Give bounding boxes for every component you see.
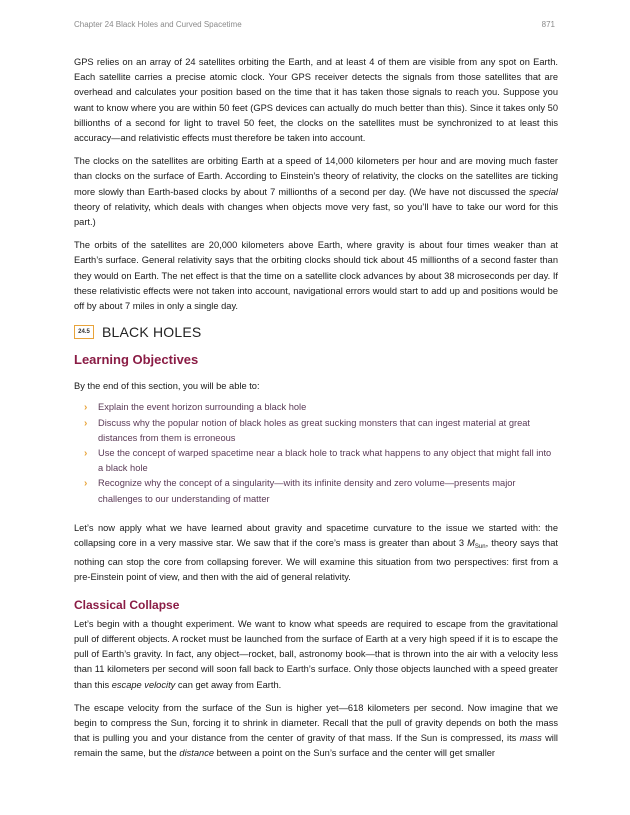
collapse-text-a: Let’s begin with a thought experiment. We want to know what speeds are required to escape from the gravitational pull of different objects. A rocket must be launched from the surface of Earth at a very high speed if it is to escape the pull of Earth’s gravity. In fact, any object—rocket, ball, astronomy book—that is thrown into the air with a velocity less than 11 kilometers per second will soon fall back to Earth’s surface. Only those objects launched with a speed greater than this	[74, 618, 558, 690]
clocks-paragraph	[74, 154, 558, 230]
objective-text: Use the concept of warped spacetime near a black hole to track what happens to any object that might fall into a black hole	[98, 448, 552, 474]
apply-text-b: , theory says that nothing can stop the core from collapsing forever. We will examine this situation from two perspectives: first from a pre-Einstein point of view, and then with the aid of general relativity.	[74, 538, 558, 583]
distance-emphasis: distance	[179, 748, 215, 759]
learning-objectives-intro: By the end of this section, you will be able to:	[74, 381, 260, 392]
clocks-text-a: The clocks on the satellites are orbiting Earth at a speed of 14,000 kilometers per hour and are moving much faster than clocks on the surface of Earth. According to Einstein’s theory of relativity, the clocks on the satellites are ticking more slowly than Earth-based clocks by about 7 millionths of a second per day. (We have not discussed the	[74, 156, 558, 197]
gps-paragraph: GPS relies on an array of 24 satellites orbiting the Earth, and at least 4 of them are visible from any spot on Earth. Each satellite carries a precise atomic clock. Your GPS receiver detects the signals from those satellites that are overhead and calculates your position based on the time that it has taken those signals to reach you. Suppose you want to know where you are within 50 feet (GPS devices can actually do much better than this). Since it takes only 50 billionths of a second for light to travel 50 feet, the clocks on the satellites must be synchronized to at least this accuracy—and relativistic effects must therefore be taken into account.	[74, 57, 558, 144]
objective-item	[84, 400, 558, 415]
escape-velocity-emphasis: escape velocity	[111, 679, 176, 690]
mass-emphasis: mass	[519, 733, 542, 744]
thought-experiment-paragraph	[74, 617, 558, 693]
section-heading	[74, 322, 558, 342]
chevron-right-icon: ›	[84, 478, 88, 490]
objective-item	[84, 416, 558, 446]
objective-text: Discuss why the popular notion of black holes as great sucking monsters that can ingest material at great distances from them is erroneous	[98, 417, 531, 443]
sun-text-a: The escape velocity from the surface of the Sun is higher yet—618 kilometers per second. Now imagine that we begin to compress the Sun, forcing it to shrink in diameter. Recall that the pull of gravity depends on both the mass that is pulling you and your distance from the center of gravity of that mass. If the Sun is compressed, its	[74, 702, 558, 744]
objective-item	[84, 446, 558, 476]
sun-text-b: will remain the same, but the	[74, 733, 559, 759]
chevron-right-icon: ›	[84, 417, 88, 429]
classical-collapse-title: Classical Collapse	[74, 597, 180, 612]
objectives-list	[74, 400, 558, 506]
objective-item	[84, 476, 558, 506]
objective-text: Explain the event horizon surrounding a black hole	[98, 402, 307, 413]
collapse-text-b: can get away from Earth.	[175, 679, 282, 690]
sun-escape-paragraph	[74, 701, 558, 762]
orbits-paragraph: The orbits of the satellites are 20,000 kilometers above Earth, where gravity is about four times weaker than at Earth’s surface. General relativity says that the orbiting clocks should tick about 45 millionths of a second faster than they would on Earth. The net effect is that the time on a satellite clock advances by about 38 microseconds per day. If these relativistic effects were not taken into account, navigational errors would start to add up and positions would be off by about 7 miles in only a single day.	[74, 240, 558, 312]
sun-text-c: between a point on the Sun’s surface and the center will get smaller	[214, 748, 496, 759]
learning-objectives-title: Learning Objectives	[74, 352, 199, 368]
apply-text-a: Let’s now apply what we have learned about gravity and spacetime curvature to the issue we started with: the collapsing core in a very massive star. We saw that if the core’s mass is greater than about 3	[74, 522, 558, 549]
mass-symbol: M	[467, 538, 475, 549]
mass-subscript: Sun	[474, 544, 486, 551]
chevron-right-icon: ›	[84, 402, 88, 414]
special-emphasis: special	[529, 186, 558, 197]
section-number-badge: 24.5	[74, 325, 94, 339]
page-number: 871	[541, 20, 555, 29]
page-content	[74, 55, 558, 770]
apply-paragraph	[74, 521, 558, 586]
chevron-right-icon: ›	[84, 448, 88, 460]
clocks-text-b: theory of relativity, which deals with changes when objects move very fast, so you’ll have to take our word for this part.)	[74, 201, 558, 228]
chapter-title: Chapter 24 Black Holes and Curved Spacetime	[74, 20, 242, 29]
objective-text: Recognize why the concept of a singularity—with its infinite density and zero volume—presents major challenges to our understanding of matter	[98, 478, 516, 504]
section-title: BLACK HOLES	[102, 324, 202, 341]
